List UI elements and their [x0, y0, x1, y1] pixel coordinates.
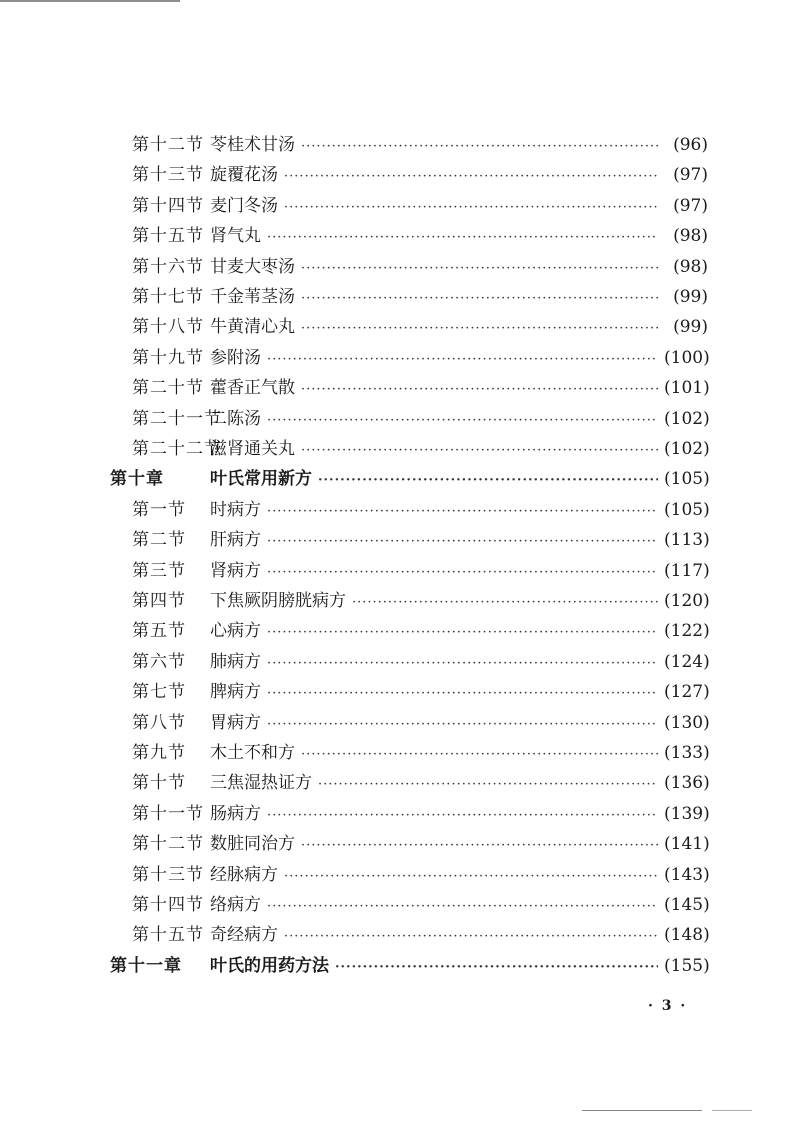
toc-section-entry: [132, 130, 708, 160]
entry-page-ref: (117): [664, 560, 710, 581]
toc-section-entry: [132, 616, 708, 646]
dot-leader: [267, 527, 658, 557]
entry-page-ref: (139): [664, 803, 710, 824]
entry-number: 第十六节: [132, 256, 204, 277]
entry-title: 千金苇茎汤: [210, 287, 295, 307]
scan-mark-top: [0, 0, 180, 2]
entry-title: 下焦厥阴膀胱病方: [210, 591, 346, 611]
entry-title: 牛黄清心丸: [210, 317, 295, 338]
dot-leader: [301, 436, 658, 466]
entry-page-ref: (141): [664, 834, 710, 855]
page-number: · 3 ·: [648, 998, 688, 1014]
toc-section-entry: [132, 556, 708, 586]
toc-section-entry: [132, 768, 708, 798]
entry-number: 第十三节: [132, 165, 204, 186]
entry-page-ref: (102): [664, 439, 710, 459]
dot-leader: [301, 314, 658, 344]
toc-section-entry: [132, 221, 708, 251]
entry-page-ref: (96): [673, 135, 708, 155]
dot-leader: [267, 649, 658, 679]
scan-mark-bottom: [582, 1110, 702, 1111]
entry-title: 叶氏的用药方法: [210, 955, 329, 976]
entry-page-ref: (97): [673, 165, 708, 186]
dot-leader: [301, 284, 658, 314]
entry-title: 数脏同治方: [210, 834, 295, 855]
toc-section-entry: [132, 677, 708, 707]
entry-number: 第十八节: [132, 317, 204, 338]
entry-number: 第十四节: [132, 895, 204, 915]
toc-section-entry: [132, 373, 708, 403]
entry-number: 第九节: [132, 743, 186, 763]
toc-section-entry: [132, 282, 708, 312]
entry-page-ref: (127): [664, 682, 710, 703]
entry-title: 肝病方: [210, 530, 261, 551]
entry-page-ref: (99): [673, 317, 708, 338]
entry-title: 苓桂术甘汤: [210, 135, 295, 155]
entry-title: 络病方: [210, 895, 261, 915]
entry-page-ref: (100): [664, 347, 710, 368]
entry-number: 第十九节: [132, 347, 204, 368]
entry-number: 第十一章: [110, 955, 182, 976]
dot-leader: [284, 193, 658, 223]
entry-title: 参附汤: [210, 347, 261, 368]
dot-leader: [267, 710, 658, 740]
dot-leader: [267, 892, 658, 922]
entry-number: 第三节: [132, 560, 186, 581]
dot-leader: [267, 406, 658, 436]
entry-page-ref: (124): [664, 651, 710, 672]
toc-section-entry: [132, 860, 708, 890]
toc-section-entry: [132, 829, 708, 859]
entry-number: 第二十一节: [132, 408, 222, 429]
dot-leader: [267, 618, 658, 648]
entry-title: 三焦湿热证方: [210, 773, 312, 794]
entry-page-ref: (155): [664, 955, 710, 976]
entry-number: 第二十节: [132, 378, 204, 399]
entry-page-ref: (133): [664, 743, 710, 763]
dot-leader: [352, 588, 658, 618]
dot-leader: [301, 132, 658, 162]
toc-section-entry: [132, 343, 708, 373]
toc-section-entry: [132, 404, 708, 434]
entry-page-ref: (101): [664, 378, 710, 399]
entry-title: 肠病方: [210, 803, 261, 824]
scan-mark-bottom-2: [712, 1110, 752, 1111]
entry-title: 肾气丸: [210, 226, 261, 247]
toc-section-entry: [132, 312, 708, 342]
entry-number: 第十二节: [132, 135, 204, 155]
toc-chapter-entry: [110, 951, 708, 981]
dot-leader: [284, 162, 658, 192]
entry-page-ref: (143): [664, 864, 710, 885]
entry-number: 第二十二节: [132, 439, 222, 459]
dot-leader: [318, 770, 658, 800]
entry-number: 第十二节: [132, 834, 204, 855]
entry-title: 二陈汤: [210, 408, 261, 429]
entry-number: 第八节: [132, 712, 186, 733]
entry-number: 第五节: [132, 621, 186, 642]
toc-section-entry: [132, 920, 708, 950]
toc-section-entry: [132, 738, 708, 768]
dot-leader: [301, 831, 658, 861]
dot-leader: [267, 223, 658, 253]
entry-title: 心病方: [210, 621, 261, 642]
entry-page-ref: (145): [664, 895, 710, 915]
dot-leader: [301, 740, 658, 770]
entry-page-ref: (105): [664, 469, 710, 490]
entry-title: 时病方: [210, 499, 261, 520]
entry-number: 第十五节: [132, 226, 204, 247]
dot-leader: [335, 953, 658, 983]
entry-page-ref: (113): [664, 530, 710, 551]
entry-page-ref: (136): [664, 773, 710, 794]
dot-leader: [267, 801, 658, 831]
entry-title: 木土不和方: [210, 743, 295, 763]
entry-title: 肺病方: [210, 651, 261, 672]
toc-section-entry: [132, 191, 708, 221]
entry-title: 脾病方: [210, 682, 261, 703]
entry-title: 藿香正气散: [210, 378, 295, 399]
toc-section-entry: [132, 586, 708, 616]
dot-leader: [301, 375, 658, 405]
entry-number: 第六节: [132, 651, 186, 672]
toc-section-entry: [132, 799, 708, 829]
entry-number: 第十七节: [132, 287, 204, 307]
dot-leader: [267, 345, 658, 375]
entry-number: 第十章: [110, 469, 164, 490]
entry-title: 奇经病方: [210, 925, 278, 946]
entry-page-ref: (97): [673, 195, 708, 216]
toc-section-entry: [132, 252, 708, 282]
entry-page-ref: (105): [664, 499, 710, 520]
entry-number: 第十节: [132, 773, 186, 794]
entry-title: 麦门冬汤: [210, 195, 278, 216]
entry-number: 第七节: [132, 682, 186, 703]
entry-title: 经脉病方: [210, 864, 278, 885]
entry-title: 甘麦大枣汤: [210, 256, 295, 277]
entry-number: 第十五节: [132, 925, 204, 946]
dot-leader: [267, 558, 658, 588]
entry-page-ref: (130): [664, 712, 710, 733]
entry-number: 第四节: [132, 591, 186, 611]
entry-number: 第二节: [132, 530, 186, 551]
toc-section-entry: [132, 160, 708, 190]
entry-number: 第十四节: [132, 195, 204, 216]
entry-page-ref: (102): [664, 408, 710, 429]
toc-chapter-entry: [110, 464, 708, 494]
dot-leader: [267, 497, 658, 527]
entry-title: 滋肾通关丸: [210, 439, 295, 459]
toc-section-entry: [132, 495, 708, 525]
toc-section-entry: [132, 890, 708, 920]
entry-page-ref: (98): [673, 256, 708, 277]
dot-leader: [301, 254, 658, 284]
entry-page-ref: (122): [664, 621, 710, 642]
toc-section-entry: [132, 525, 708, 555]
dot-leader: [267, 679, 658, 709]
toc-section-entry: [132, 708, 708, 738]
entry-title: 旋覆花汤: [210, 165, 278, 186]
dot-leader: [284, 922, 658, 952]
entry-number: 第十一节: [132, 803, 204, 824]
entry-page-ref: (98): [673, 226, 708, 247]
dot-leader: [284, 862, 658, 892]
entry-number: 第一节: [132, 499, 186, 520]
entry-title: 胃病方: [210, 712, 261, 733]
entry-title: 叶氏常用新方: [210, 469, 312, 490]
toc-section-entry: [132, 434, 708, 464]
toc-section-entry: [132, 647, 708, 677]
entry-page-ref: (148): [664, 925, 710, 946]
dot-leader: [318, 466, 658, 496]
entry-page-ref: (120): [664, 591, 710, 611]
entry-page-ref: (99): [673, 287, 708, 307]
entry-number: 第十三节: [132, 864, 204, 885]
entry-title: 肾病方: [210, 560, 261, 581]
